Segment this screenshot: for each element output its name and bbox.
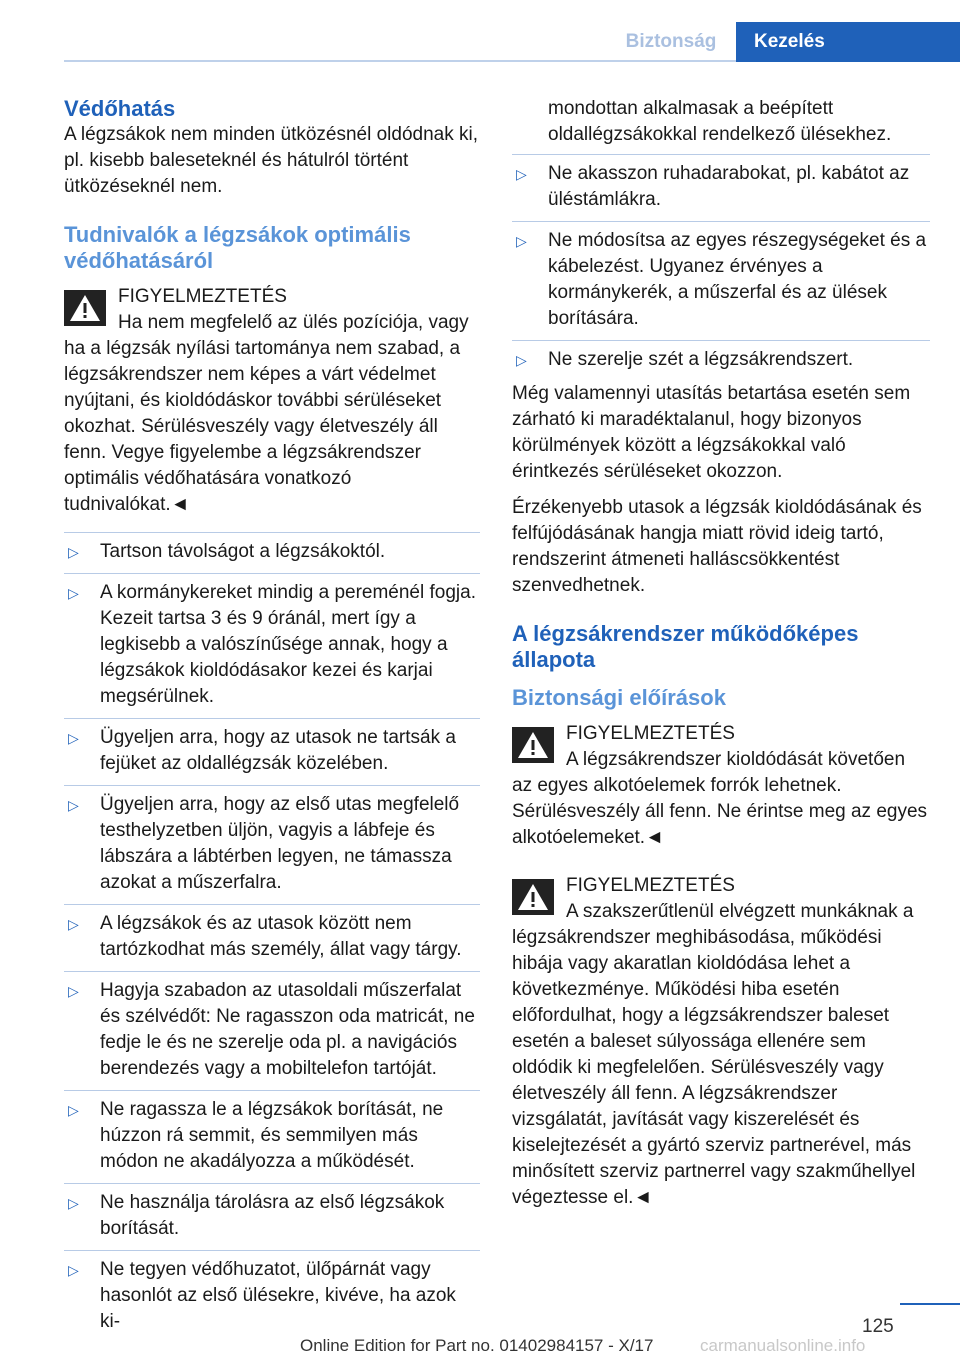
triangle-right-icon: ▷ [68, 544, 79, 560]
warning-text: A légzsákrendszer kioldódását követően az egyes alkotóelemek forrók lehetnek. Sérülésveszély áll fenn. Ne érintse meg az egyes alkotóelemeket.◄ [512, 749, 928, 848]
tab-biztonsag[interactable]: Biztonság [625, 31, 717, 52]
tips-list-continued [512, 154, 930, 381]
triangle-right-icon: ▷ [516, 233, 527, 249]
list-item-text: A légzsákok és az utasok között nem tartózkodhat más személy, állat vagy tárgy. [100, 913, 462, 960]
list-item [64, 1090, 480, 1183]
list-item-text: Tartson távolságot a légzsákoktól. [100, 541, 386, 562]
list-item [64, 718, 480, 785]
page-number-rule [900, 1303, 960, 1305]
list-item [512, 221, 930, 340]
list-item-text: Ne használja tárolásra az első légzsákok borítását. [100, 1192, 445, 1239]
list-item [64, 1183, 480, 1250]
list-item-text: Hagyja szabadon az utasoldali műszerfalat és szélvédőt: Ne ragasszon oda matricát, ne fedje le és ne szerelje oda pl. a navigációs berendezés vagy a mobiltelefon tartóját. [100, 980, 475, 1079]
list-item-text: Ügyeljen arra, hogy az utasok ne tartsák a fejüket az oldallégzsák közelében. [100, 727, 456, 774]
right-column [512, 96, 930, 1225]
triangle-right-icon: ▷ [68, 983, 79, 999]
triangle-right-icon: ▷ [68, 916, 79, 932]
subsection-title-biztonsagi: Biztonsági előírások [512, 685, 726, 710]
page-number: 125 [862, 1316, 894, 1337]
warning-triangle-icon [512, 727, 554, 763]
list-item-text: Ne módosítsa az egyes részegységeket és a kábelezést. Ugyanez érvényes a kormánykerék, a műszerfal és az ülések borítására. [548, 230, 927, 329]
list-item-text: Ügyeljen arra, hogy az első utas megfelelő testhelyzetben üljön, vagyis a lábfeje és lábszára a lábtérben legyen, ne támassza azokat a műszerfalra. [100, 794, 460, 893]
list-item [64, 785, 480, 904]
list-item-text: A kormánykereket mindig a pereménél fogja. Kezeit tartsa 3 és 9 óránál, mert így a legkisebb a valószínűsége annak, hogy a légzsákok kioldódásakor kezei és karjai megsérülnek. [100, 582, 476, 707]
tips-list [64, 532, 480, 1343]
list-item [64, 904, 480, 971]
warning-title: FIGYELMEZTETÉS [118, 286, 287, 307]
paragraph-hearing: Érzékenyebb utasok a légzsák kioldódásának és felfújódásának hangja miatt rövid ideig tartó, rendszerint átmeneti halláscsökkentést szenvedhetnek. [512, 497, 922, 596]
warning-box [512, 873, 930, 1211]
section-title-tudnivalok: Tudnivalók a légzsákok optimális védőhatásáról [64, 222, 411, 273]
warning-box [512, 721, 930, 851]
list-item [64, 573, 480, 718]
list-item [64, 1250, 480, 1343]
list-item-text: Ne akasszon ruhadarabokat, pl. kabátot az üléstámlákra. [548, 163, 910, 210]
list-item [512, 154, 930, 221]
triangle-right-icon: ▷ [68, 730, 79, 746]
paragraph-remaining-risk: Még valamennyi utasítás betartása esetén sem zárható ki maradéktalanul, hogy bizonyos körülmények között a légzsákokkal való érintkezés sérüléseket okozzon. [512, 383, 911, 482]
section-title-vedohatas: Védőhatás [64, 96, 176, 121]
triangle-right-icon: ▷ [516, 166, 527, 182]
warning-triangle-icon [64, 290, 106, 326]
list-item [64, 971, 480, 1090]
triangle-right-icon: ▷ [68, 1102, 79, 1118]
list-item-text: Ne ragassza le a légzsákok borítását, ne húzzon rá semmit, és semmilyen más módon ne akadályozza a működését. [100, 1099, 444, 1172]
triangle-right-icon: ▷ [68, 797, 79, 813]
left-column [64, 96, 480, 1343]
list-item-text: Ne tegyen védőhuzatot, ülőpárnát vagy hasonlót az első ülésekre, kivéve, ha azok ki- [100, 1259, 456, 1332]
triangle-right-icon: ▷ [516, 352, 527, 368]
intro-paragraph: A légzsákok nem minden ütközésnél oldódnak ki, pl. kisebb baleseteknél és hátulról történt ütközéseknél nem. [64, 124, 479, 197]
watermark: carmanualsonline.info [700, 1336, 866, 1355]
triangle-right-icon: ▷ [68, 1195, 79, 1211]
warning-title: FIGYELMEZTETÉS [566, 723, 735, 744]
list-item [64, 532, 480, 573]
list-item-text: Ne szerelje szét a légzsákrendszert. [548, 349, 854, 370]
list-continuation: mondottan alkalmasak a beépített oldallégzsákokkal rendelkező ülésekhez. [548, 98, 892, 145]
edition-footer: Online Edition for Part no. 01402984157 - X/17 [300, 1336, 654, 1355]
list-item [512, 340, 930, 381]
triangle-right-icon: ▷ [68, 1262, 79, 1278]
section-title-mukodokepes: A légzsákrendszer működőképes állapota [512, 621, 859, 672]
warning-text: A szakszerűtlenül elvégzett munkáknak a légzsákrendszer meghibásodása, működési hibája vagy akaratlan kioldódása lehet a következménye. Működési hiba esetén előfordulhat, hogy a légzsákrendszer baleset esetén a baleset súlyossága ellenére sem oldódik ki megfelelően. Sérülésveszély vagy életveszély áll fenn. A légzsákrendszer vizsgálatát, javítását vagy kiszerelését és kiselejtezését a gyártó szerviz partnerével, más minősített szerviz partnerrel vagy szakműhellyel végeztesse el.◄ [512, 901, 916, 1208]
warning-title: FIGYELMEZTETÉS [566, 875, 735, 896]
triangle-right-icon: ▷ [68, 585, 79, 601]
warning-triangle-icon [512, 879, 554, 915]
tab-kezeles[interactable]: Kezelés [736, 22, 960, 62]
warning-text: Ha nem megfelelő az ülés pozíciója, vagy ha a légzsák nyílási tartománya nem szabad, a légzsákrendszer nem képes a várt védelmet nyújtani, és kioldódáskor további sérüléseket okozhat. Sérülésveszély vagy életveszély áll fenn. Vegye figyelembe a légzsákrendszer optimális védőhatására vonatkozó tudnivalókat.◄ [64, 312, 469, 515]
warning-box [64, 284, 480, 518]
